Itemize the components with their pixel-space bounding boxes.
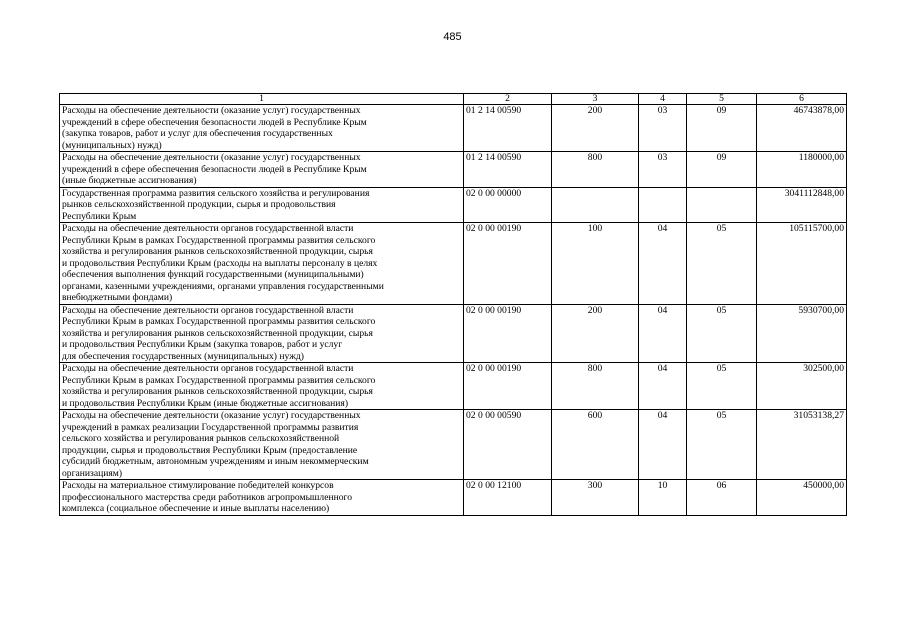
table-row xyxy=(60,187,847,223)
expense-name-line: Республики Крым xyxy=(62,210,137,222)
expense-name xyxy=(60,105,464,152)
table-row xyxy=(60,480,847,516)
expense-name-line: (муниципальных) нужд) xyxy=(62,139,162,151)
target-code: 02 0 00 00000 xyxy=(464,187,552,223)
table-body xyxy=(60,105,847,516)
section-code xyxy=(639,187,687,223)
expense-name-line: хозяйства и регулирования рынков сельскохозяйственной продукции, сырья xyxy=(62,386,373,397)
header-col-4: 4 xyxy=(639,94,687,105)
expense-type: 200 xyxy=(552,304,639,363)
expense-name-line: органами, казенными учреждениями, органами управления государственными xyxy=(62,280,384,292)
header-col-2: 2 xyxy=(464,94,552,105)
expense-name-line: профессионального мастерства среди работников агропромышленного xyxy=(62,491,353,503)
expense-name-line: продукции, сырья и продовольствия Республики Крым (предоставление xyxy=(62,444,358,456)
section-code: 03 xyxy=(639,105,687,152)
amount: 1180000,00 xyxy=(757,152,847,188)
expense-name-line: субсидий бюджетным, автономным учреждениям и иным некоммерческим xyxy=(62,456,369,467)
subsection-code: 05 xyxy=(687,363,757,410)
subsection-code: 09 xyxy=(687,152,757,188)
table-row xyxy=(60,304,847,363)
expense-name-line: учреждений в рамках реализации Государственной программы развития xyxy=(62,421,359,433)
amount: 3041112848,00 xyxy=(757,187,847,223)
target-code: 02 0 00 00190 xyxy=(464,223,552,305)
section-code: 03 xyxy=(639,152,687,188)
expense-name-line: (иные бюджетные ассигнования) xyxy=(62,175,197,186)
amount: 302500,00 xyxy=(757,363,847,410)
amount: 46743878,00 xyxy=(757,105,847,152)
subsection-code: 06 xyxy=(687,480,757,516)
header-row xyxy=(60,94,847,105)
expense-type: 800 xyxy=(552,152,639,188)
section-code: 04 xyxy=(639,410,687,480)
expense-type: 100 xyxy=(552,223,639,305)
expense-name-line: Государственная программа развития сельского хозяйства и регулирования xyxy=(62,187,370,199)
expense-name xyxy=(60,363,464,410)
amount: 105115700,00 xyxy=(757,223,847,305)
expense-name-line: Расходы на обеспечение деятельности (оказание услуг) государственных xyxy=(62,410,361,421)
expense-name-line: Республики Крым в рамках Государственной программы развития сельского xyxy=(62,374,376,386)
expense-name xyxy=(60,152,464,188)
table-row xyxy=(60,105,847,152)
section-code: 10 xyxy=(639,480,687,516)
amount: 450000,00 xyxy=(757,480,847,516)
header-col-1: 1 xyxy=(60,94,464,105)
header-col-5: 5 xyxy=(687,94,757,105)
expense-type: 300 xyxy=(552,480,639,516)
target-code: 01 2 14 00590 xyxy=(464,105,552,152)
target-code: 02 0 00 00590 xyxy=(464,410,552,480)
expense-name-line: учреждений в сфере обеспечения безопасности людей в Республике Крым xyxy=(62,163,367,175)
expense-type: 600 xyxy=(552,410,639,480)
expense-name-line: Расходы на обеспечение деятельности (оказание услуг) государственных xyxy=(62,152,361,163)
expense-name-line: организациям) xyxy=(62,467,123,479)
budget-table xyxy=(59,93,847,516)
table-row xyxy=(60,223,847,305)
subsection-code: 05 xyxy=(687,304,757,363)
expense-name xyxy=(60,410,464,480)
subsection-code xyxy=(687,187,757,223)
expense-name-line: Республики Крым в рамках Государственной программы развития сельского xyxy=(62,234,376,246)
expense-name-line: хозяйства и регулирования рынков сельскохозяйственной продукции, сырья xyxy=(62,327,373,339)
amount: 5930700,00 xyxy=(757,304,847,363)
table-row xyxy=(60,410,847,480)
expense-type xyxy=(552,187,639,223)
expense-name-line: Расходы на обеспечение деятельности органов государственной власти xyxy=(62,223,354,234)
subsection-code: 05 xyxy=(687,223,757,305)
expense-name-line: (закупка товаров, работ и услуг для обеспечения государственных xyxy=(62,128,333,139)
target-code: 02 0 00 00190 xyxy=(464,304,552,363)
expense-name-line: и продовольствия Республики Крым (иные бюджетные ассигнования) xyxy=(62,397,349,409)
expense-name-line: учреждений в сфере обеспечения безопасности людей в Республике Крым xyxy=(62,116,367,128)
target-code: 02 0 00 12100 xyxy=(464,480,552,516)
expense-name xyxy=(60,223,464,305)
subsection-code: 09 xyxy=(687,105,757,152)
expense-name-line: и продовольствия Республики Крым (закупка товаров, работ и услуг xyxy=(62,339,343,350)
subsection-code: 05 xyxy=(687,410,757,480)
expense-name-line: обеспечения выполнения функций государственными (муниципальными) xyxy=(62,269,364,280)
table-row xyxy=(60,152,847,188)
expense-name-line: внебюджетными фондами) xyxy=(62,292,173,303)
amount: 31053138,27 xyxy=(757,410,847,480)
target-code: 02 0 00 00190 xyxy=(464,363,552,410)
expense-type: 800 xyxy=(552,363,639,410)
expense-type: 200 xyxy=(552,105,639,152)
page-number: 485 xyxy=(443,31,462,43)
expense-name-line: Расходы на обеспечение деятельности (оказание услуг) государственных xyxy=(62,105,361,116)
expense-name-line: комплекса (социальное обеспечение и иные выплаты населению) xyxy=(62,503,330,514)
expense-name-line: рынков сельскохозяйственной продукции, сырья и продовольствия xyxy=(62,199,336,210)
expense-name-line: сельского хозяйства и регулирования рынков сельскохозяйственной xyxy=(62,433,340,444)
expense-name-line: и продовольствия Республики Крым (расходы на выплаты персоналу в целях xyxy=(62,257,378,269)
expense-name-line: Расходы на обеспечение деятельности органов государственной власти xyxy=(62,304,354,316)
header-col-3: 3 xyxy=(552,94,639,105)
expense-name xyxy=(60,304,464,363)
expense-name-line: Республики Крым в рамках Государственной программы развития сельского xyxy=(62,316,376,327)
expense-name-line: Расходы на материальное стимулирование победителей конкурсов xyxy=(62,480,334,491)
table-row xyxy=(60,363,847,410)
target-code: 01 2 14 00590 xyxy=(464,152,552,188)
expense-name xyxy=(60,480,464,516)
section-code: 04 xyxy=(639,223,687,305)
section-code: 04 xyxy=(639,304,687,363)
header-col-6: 6 xyxy=(757,94,847,105)
expense-name xyxy=(60,187,464,223)
expense-name-line: Расходы на обеспечение деятельности органов государственной власти xyxy=(62,363,354,374)
section-code: 04 xyxy=(639,363,687,410)
expense-name-line: хозяйства и регулирования рынков сельскохозяйственной продукции, сырья xyxy=(62,246,373,257)
expense-name-line: для обеспечения государственных (муниципальных) нужд) xyxy=(62,350,304,362)
